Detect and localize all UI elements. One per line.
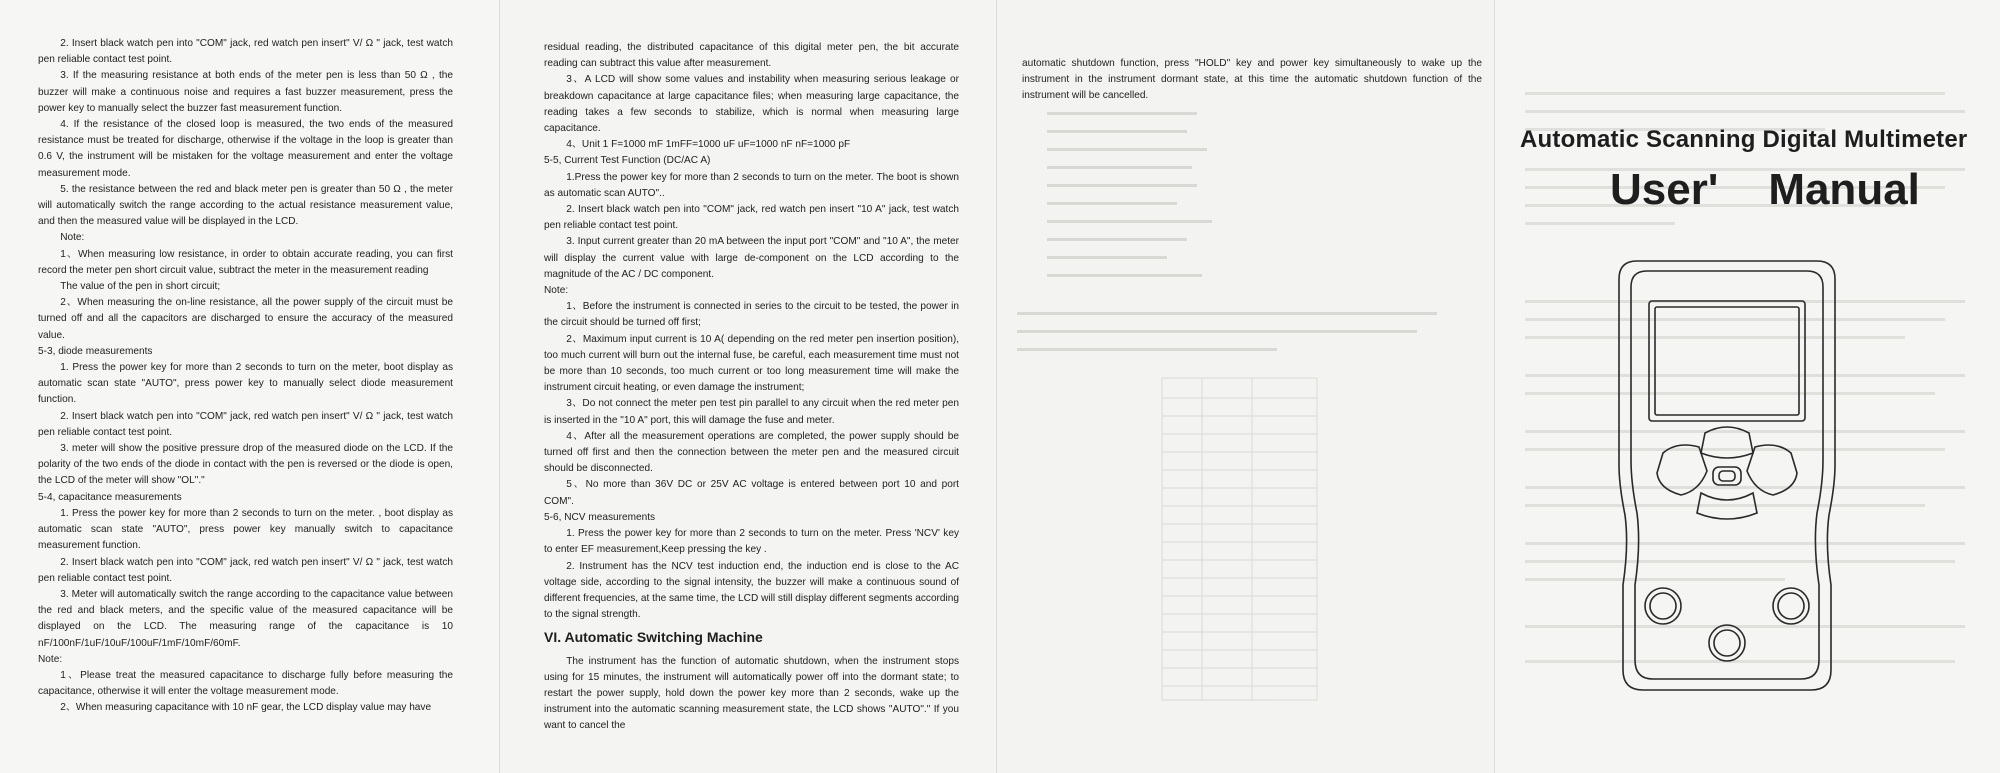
paragraph: The value of the pen in short circuit; bbox=[60, 281, 221, 293]
paragraph: 4. If the resistance of the closed loop is measured, the two ends of the measured resistance must be treated for discharge, otherwise if the voltage in the loop is greater than 0.6 V, the instrument will be mistaken for the voltage measurement and enter the voltage measurement mode. bbox=[38, 119, 453, 179]
section-heading: 5-4, capacitance measurements bbox=[38, 491, 182, 503]
paragraph: 2、When measuring the on-line resistance, all the power supply of the circuit must be turned off and all the capacitors are discharged to ensure the accuracy of the measured value. bbox=[38, 297, 453, 341]
cover-title: Automatic Scanning Digital Multimeter bbox=[1520, 126, 1968, 153]
paragraph: 3. Input current greater than 20 mA between the input port "COM" and "10 A", the meter will display the current value with large de-component on the LCD according to the magnitude of the AC / DC component. bbox=[544, 236, 959, 280]
paragraph: 3. If the measuring resistance at both ends of the meter pen is less than 50 Ω , the buzzer will make a continuous noise and requires a fast buzzer measurement, press the power key to manually select the buzzer fast measurement function. bbox=[38, 70, 453, 114]
paragraph: 2. Insert black watch pen into "COM" jack, red watch pen insert" V/ Ω " jack, test watch pen reliable contact test point. bbox=[38, 410, 453, 438]
paragraph: 1. Press the power key for more than 2 seconds to turn on the meter. Press 'NCV' key to enter EF measurement,Keep pressing the key . bbox=[544, 528, 959, 556]
chapter-heading: VI. Automatic Switching Machine bbox=[544, 629, 763, 646]
paragraph: 5、No more than 36V DC or 25V AC voltage is entered between port 10 and port COM". bbox=[544, 479, 959, 507]
paragraph: 3、A LCD will show some values and instability when measuring serious leakage or breakdown capacitance at large capacitance files; when measuring large capacitance, the reading takes a few seconds to stabilize, which is normal when measuring large capacitance. bbox=[544, 74, 959, 135]
page-1-text bbox=[38, 36, 453, 717]
paragraph: 2、When measuring capacitance with 10 nF gear, the LCD display value may have bbox=[60, 702, 432, 714]
section-heading: 5-5, Current Test Function (DC/AC A) bbox=[544, 155, 711, 167]
paragraph: 4、After all the measurement operations are completed, the power supply should be turned off first and then the connection between the meter pen and the measured circuit should be disconnected. bbox=[544, 430, 959, 475]
note-label: Note: bbox=[38, 653, 63, 665]
manual-cover-page bbox=[1495, 0, 2000, 773]
paragraph: 2. Insert black watch pen into "COM" jack, red watch pen insert" V/ Ω " jack, test watch pen reliable contact test point. bbox=[38, 38, 453, 66]
manual-page-3 bbox=[997, 0, 1495, 773]
multimeter-icon bbox=[1607, 255, 1847, 695]
cover-subtitle-user: User' bbox=[1610, 165, 1719, 214]
note-label: Note: bbox=[544, 285, 569, 297]
paragraph: 2、Maximum input current is 10 A( depending on the red meter pen insertion position), too much current will burn out the internal fuse, be careful, each measurement time must not be more than 10 seconds, too much current or too long measurement time will make the instrument circuit heating, or even damage the instrument; bbox=[544, 333, 959, 394]
multimeter-illustration bbox=[1607, 255, 1847, 700]
paragraph: 2. Insert black watch pen into "COM" jack, red watch pen insert" V/ Ω " jack, test watch pen reliable contact test point. bbox=[38, 556, 453, 584]
manual-page-1 bbox=[0, 0, 500, 773]
paragraph: 5. the resistance between the red and black meter pen is greater than 50 Ω , the meter will automatically switch the range according to the actual resistance measurement value, and then the measured value will be displayed in the LCD. bbox=[38, 183, 453, 228]
paragraph: The instrument has the function of automatic shutdown, when the instrument stops using for 15 minutes, the instrument will automatically power off into the dormant state; to restart the power supply, hold down the power key more than 2 seconds, wake up the instrument into the automatic scanning measurement state, the LCD shows "AUTO"." If you want to cancel the bbox=[544, 655, 959, 732]
paragraph: 1. Press the power key for more than 2 seconds to turn on the meter. , boot display as automatic scan state "AUTO", press power key manually switch to capacitance measurement function. bbox=[38, 507, 453, 552]
paragraph: 1.Press the power key for more than 2 seconds to turn on the meter. The boot is shown as automatic scan AUTO".. bbox=[544, 171, 959, 199]
page-2-text bbox=[544, 40, 959, 735]
cover-subtitle-manual: Manual bbox=[1768, 165, 1920, 214]
paragraph: 1、Please treat the measured capacitance to discharge fully before measuring the capacitance, otherwise it will enter the voltage measurement mode. bbox=[38, 669, 453, 698]
section-heading: 5-6, NCV measurements bbox=[544, 511, 656, 523]
paragraph: residual reading, the distributed capacitance of this digital meter pen, the bit accurate reading can subtract this value after measurement. bbox=[544, 42, 959, 70]
paragraph: 3. meter will show the positive pressure drop of the measured diode on the LCD. If the polarity of the two ends of the diode in contact with the pen is reversed or the diode is open, the LCD of the meter will show "OL"." bbox=[38, 443, 453, 487]
paragraph: 1. Press the power key for more than 2 seconds to turn on the meter, boot display as automatic scan state "AUTO", press power key to manually select diode measurement function. bbox=[38, 362, 453, 406]
paragraph: 1、Before the instrument is connected in series to the circuit to be tested, the power in the circuit should be turned off first; bbox=[544, 301, 959, 329]
manual-page-2 bbox=[500, 0, 997, 773]
paragraph: 4、Unit 1 F=1000 mF 1mFF=1000 uF uF=1000 nF nF=1000 pF bbox=[566, 139, 851, 151]
cover-subtitle bbox=[1610, 165, 1920, 215]
paragraph: 1、When measuring low resistance, in order to obtain accurate reading, you can first record the meter pen short circuit value, subtract the meter in the measurement reading bbox=[38, 248, 453, 276]
paragraph: 3、Do not connect the meter pen test pin parallel to any circuit when the red meter pen is inserted in the "10 A" port, this will damage the fuse and meter. bbox=[544, 398, 959, 426]
paragraph: automatic shutdown function, press "HOLD" key and power key simultaneously to wake up the instrument in the instrument dormant state, at this time the automatic shutdown function of the instrument will be cancelled. bbox=[1022, 58, 1482, 102]
note-label: Note: bbox=[60, 232, 85, 244]
paragraph: 2. Instrument has the NCV test induction end, the induction end is close to the AC voltage side, according to the signal intensity, the buzzer will make a continuous sound of different frequencies, at the same time, the LCD will still display different segments according to the signal strength. bbox=[544, 560, 959, 621]
section-heading: 5-3, diode measurements bbox=[38, 345, 153, 357]
paragraph: 3. Meter will automatically switch the range according to the capacitance value between the red and black meters, and the specific value of the measured capacitance will be displayed on the LCD. The measuring range of the capacitance is 10 nF/100nF/1uF/10uF/100uF/1mF/10mF/60mF. bbox=[38, 588, 453, 649]
bleed-through-table bbox=[997, 0, 1495, 773]
paragraph: 2. Insert black watch pen into "COM" jack, red watch pen insert "10 A" jack, test watch pen reliable contact test point. bbox=[544, 204, 959, 232]
